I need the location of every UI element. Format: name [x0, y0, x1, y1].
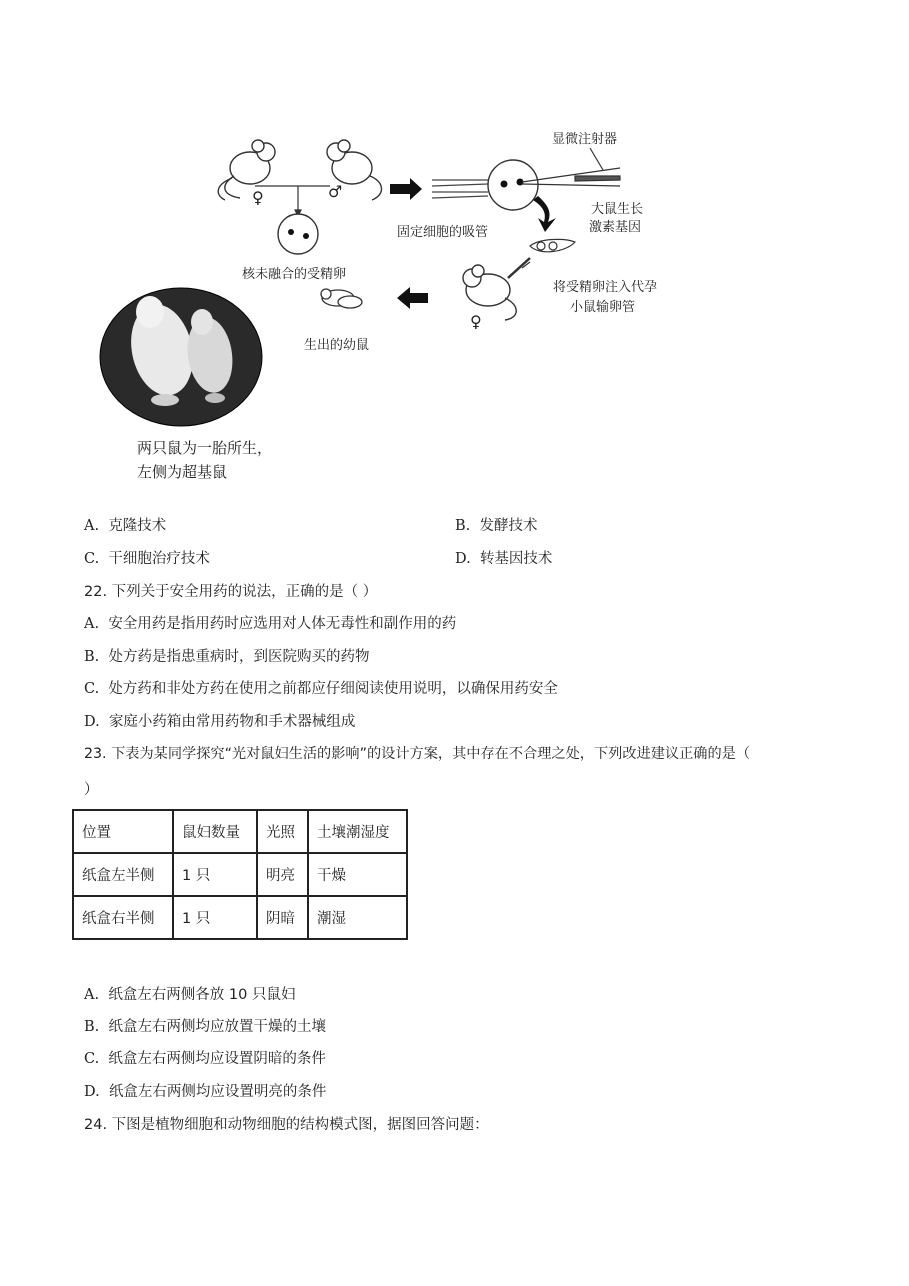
- option-text: 纸盒左右两侧均应设置阴暗的条件: [108, 1051, 326, 1067]
- option-letter: B.: [84, 649, 100, 665]
- label-inject-surrogate-2: 小鼠输卵管: [570, 300, 636, 315]
- option-text: 安全用药是指用药时应选用对人体无毒性和副作用的药: [108, 616, 457, 632]
- q24-stem: 24. 下图是植物细胞和动物细胞的结构模式图，据图回答问题：: [84, 1117, 489, 1133]
- table-cell: 阴暗: [257, 896, 308, 939]
- option-text: 纸盒左右两侧均应放置干燥的土壤: [108, 1019, 326, 1035]
- option-text: 家庭小药箱由常用药物和手术器械组成: [108, 714, 356, 730]
- arrow-down-curved: [533, 196, 556, 232]
- option-text: 处方药是指患重病时，到医院购买的药物: [108, 649, 370, 665]
- table-header-row: [73, 810, 407, 853]
- q21-option-a: [84, 514, 166, 535]
- option-text: 转基因技术: [479, 551, 553, 567]
- male-symbol: ♂: [328, 182, 343, 201]
- q22-option-b: [84, 645, 369, 666]
- female-symbol-2: ♀: [470, 312, 482, 331]
- arrow-left: [397, 287, 428, 309]
- option-letter: D.: [84, 714, 100, 730]
- q23-option-a: [84, 983, 295, 1004]
- option-letter: A.: [84, 518, 100, 534]
- q22-option-c: [84, 677, 558, 698]
- label-microinjector: 显微注射器: [552, 132, 618, 147]
- parent-to-egg-lines: [255, 186, 330, 216]
- photo-caption-line1: 两只鼠为一胎所生，: [137, 439, 273, 457]
- option-text: 纸盒左右两侧均应设置明亮的条件: [108, 1084, 327, 1100]
- option-text: 克隆技术: [108, 518, 167, 534]
- q23-option-b: [84, 1015, 326, 1036]
- table-header-cell: 光照: [257, 810, 308, 853]
- option-letter: C.: [84, 551, 100, 567]
- table-row: [73, 896, 407, 939]
- fertilized-egg-cell: [278, 214, 318, 254]
- option-letter: A.: [84, 616, 100, 632]
- option-letter: C.: [84, 681, 100, 697]
- table-cell: 纸盒左半侧: [73, 853, 173, 896]
- table-cell: 纸盒右半侧: [73, 896, 173, 939]
- option-letter: B.: [84, 1019, 100, 1035]
- female-symbol-1: ♀: [252, 188, 264, 207]
- egg-in-pipette: [488, 160, 538, 210]
- q23-stem-line2: ）: [84, 782, 99, 798]
- option-letter: A.: [84, 987, 100, 1003]
- microinjector: [522, 148, 620, 186]
- table-row: [73, 853, 407, 896]
- option-text: 处方药和非处方药在使用之前都应仔细阅读使用说明，以确保用药安全: [108, 681, 558, 697]
- table-cell: 干燥: [308, 853, 407, 896]
- q22-stem: 22. 下列关于安全用药的说法，正确的是（ ）: [84, 584, 378, 600]
- label-fertilized-egg: 核未融合的受精卵: [242, 267, 347, 282]
- label-growth-hormone-gene-2: 激素基因: [589, 220, 642, 235]
- label-growth-hormone-gene-1: 大鼠生长: [591, 202, 644, 217]
- table-cell: 潮湿: [308, 896, 407, 939]
- table-header-cell: 鼠妇数量: [173, 810, 257, 853]
- label-holding-pipette: 固定细胞的吸管: [397, 225, 489, 240]
- q21-option-c: [84, 547, 210, 568]
- photo-caption-line2: 左侧为超基鼠: [137, 463, 228, 481]
- q22-option-a: [84, 612, 456, 633]
- option-letter: B.: [455, 518, 471, 534]
- q23-stem-line1: 23. 下表为某同学探究“光对鼠妇生活的影响”的设计方案，其中存在不合理之处，下列改进建议正确的是（: [84, 746, 751, 762]
- label-inject-surrogate-1: 将受精卵注入代孕: [553, 280, 658, 295]
- experiment-design-table: [72, 809, 408, 940]
- table-header-cell: 土壤潮湿度: [308, 810, 407, 853]
- table-cell: 1 只: [173, 853, 257, 896]
- table-cell: 1 只: [173, 896, 257, 939]
- q23-option-c: [84, 1047, 326, 1068]
- option-text: 干细胞治疗技术: [108, 551, 210, 567]
- option-letter: D.: [84, 1084, 100, 1100]
- option-letter: D.: [455, 551, 471, 567]
- option-text: 发酵技术: [479, 518, 538, 534]
- q22-option-d: [84, 710, 355, 731]
- table-cell: 明亮: [257, 853, 308, 896]
- holding-pipette: [432, 180, 488, 198]
- q21-option-b: [455, 514, 537, 535]
- female-mouse-illustration: [218, 140, 275, 200]
- table-header-cell: 位置: [73, 810, 173, 853]
- q23-option-d: [84, 1080, 326, 1101]
- transgenic-mouse-diagram: [0, 0, 909, 490]
- egg-injection-closeup: [508, 239, 575, 278]
- two-mice-photo: [100, 288, 262, 426]
- q21-option-d: [455, 547, 552, 568]
- option-text: 纸盒左右两侧各放 10 只鼠妇: [108, 987, 296, 1003]
- newborn-pups-illustration: [321, 289, 362, 308]
- label-born-pups: 生出的幼鼠: [304, 338, 370, 353]
- arrow-right-1: [390, 178, 422, 200]
- option-letter: C.: [84, 1051, 100, 1067]
